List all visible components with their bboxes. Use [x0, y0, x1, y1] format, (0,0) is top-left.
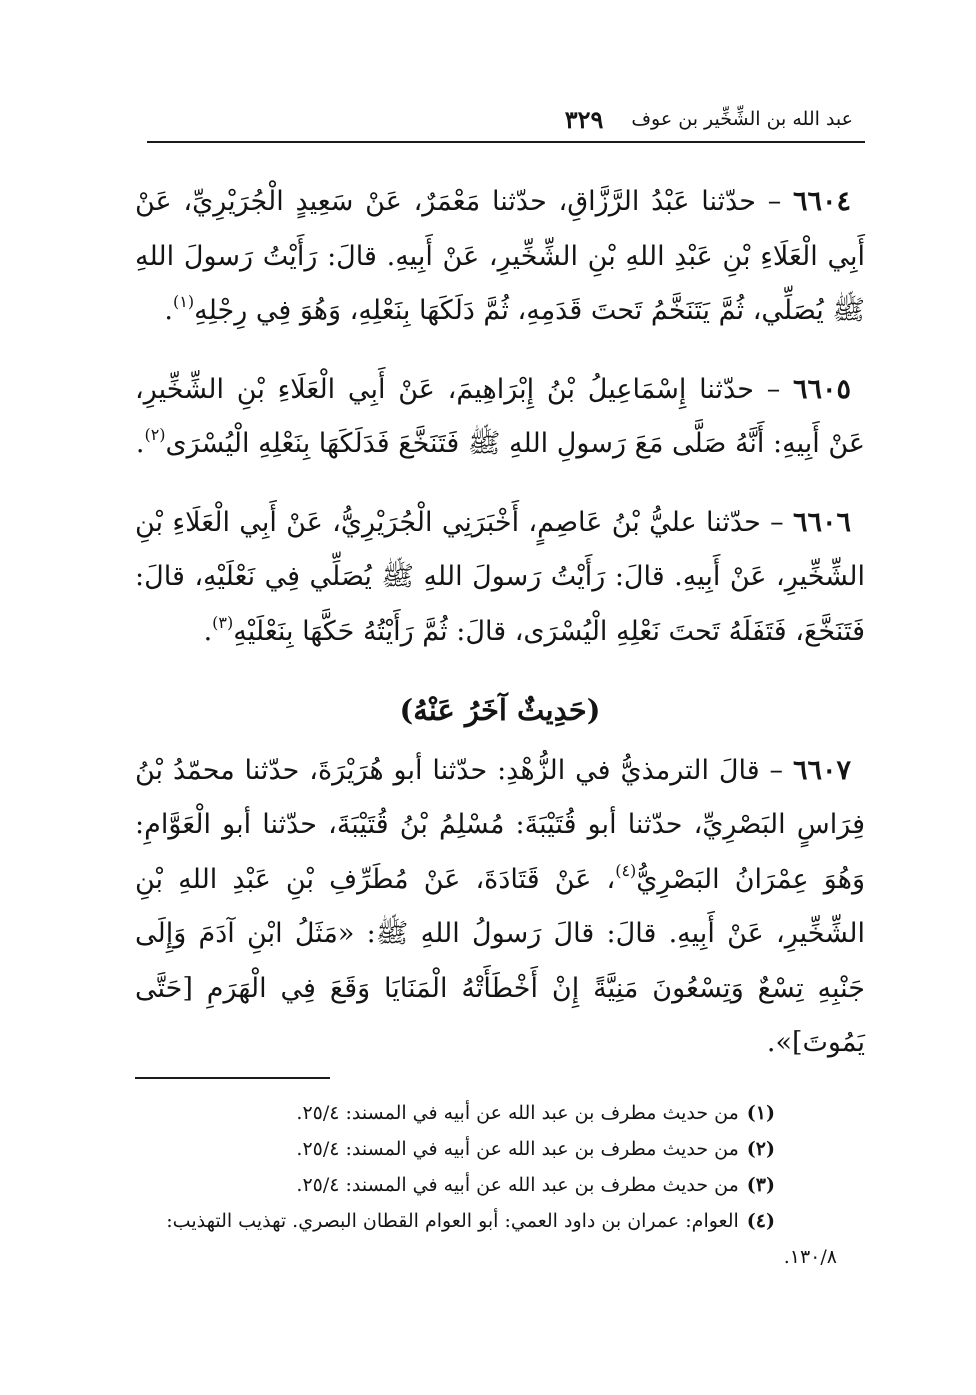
hadith-text: – قالَ الترمذيُّ في الزُّهْدِ: حدّثنا أبو هُرَيْرَةَ، حدّثنا محمّدُ بْنُ فِرَاسٍ البَصْرِيِّ، حدّثنا أبو قُتَيْبَةَ: مُسْلِمُ بْنُ قُتَيْبَةَ، حدّثنا أبو الْعَوَّامِ: وَهُوَ عِمْرَانُ البَصْرِيُّ [135, 754, 865, 895]
hadith-number: ٦٦٠٥ [792, 373, 851, 405]
footnote-number: (٣) [746, 1174, 775, 1196]
hadith-entry [135, 744, 865, 1071]
footnote [135, 1095, 865, 1131]
footnote-text: من حديث مطرف بن عبد الله عن أبيه في المسند: ٢٥/٤. [296, 1138, 739, 1160]
sentence-end: . [203, 615, 213, 647]
book-page [135, 85, 865, 1305]
footnote-reference[interactable]: (٣) [212, 612, 234, 632]
footnote [135, 1167, 865, 1203]
footnote-text: من حديث مطرف بن عبد الله عن أبيه في المسند: ٢٥/٤. [296, 1174, 739, 1196]
footnote-rule [135, 1077, 330, 1079]
footnote-number: (٢) [746, 1138, 775, 1160]
footnote-reference[interactable]: (٤) [615, 860, 637, 880]
footnote [135, 1203, 865, 1239]
sentence-end: . [135, 428, 145, 459]
hadith-number: ٦٦٠٧ [792, 754, 851, 786]
hadith-text: – حدّثنا عليُّ بْنُ عَاصِمٍ، أَخْبَرَنِي الْجُرَيْرِيُّ، عَنْ أَبِي الْعَلَاءِ بْنِ الشِّخِّيرِ، عَنْ أَبِيهِ. قالَ: رَأَيْتُ رَسولَ اللهِ ﷺ يُصَلِّي فِي نَعْلَيْهِ، قالَ: فَتَنَخَّعَ، فَتَفَلَهُ تَحتَ نَعْلِهِ الْيُسْرَى، قالَ: ثُمَّ رَأَيْتُهُ حَكَّهَا بِنَعْلَيْهِ [135, 506, 865, 647]
sentence-end: . [164, 295, 173, 326]
running-head [135, 99, 853, 139]
footnote-text: من حديث مطرف بن عبد الله عن أبيه في المسند: ٢٥/٤. [296, 1102, 739, 1124]
hadith-entry [135, 496, 865, 660]
section-heading: (حَدِيثٌ آخَرُ عَنْهُ) [399, 693, 601, 727]
hadith-number: ٦٦٠٦ [792, 506, 851, 538]
footnote-number: (١) [746, 1102, 775, 1124]
hadith-entry [135, 363, 865, 472]
header-rule [147, 141, 865, 143]
main-text [135, 175, 865, 1095]
page-number: ٣٢٩ [564, 104, 604, 134]
hadith-text: – حدّثنا إِسْمَاعِيلُ بْنُ إِبْرَاهِيمَ، عَنْ أَبِي الْعَلَاءِ بْنِ الشِّخِّيرِ، عَنْ أَبِيهِ: أَنَّهُ صَلَّى مَعَ رَسولِ اللهِ ﷺ فَتَنَخَّعَ فَدَلَكَهَا بِنَعْلِهِ الْيُسْرَى [135, 373, 865, 459]
footnote [135, 1131, 865, 1167]
footnote-continuation: ١٣٠/٨. [783, 1246, 837, 1268]
hadith-text-continued: ، عَنْ قَتَادَةَ، عَنْ مُطَرِّفِ بْنِ عَبْدِ اللهِ بْنِ الشِّخِّيرِ، عَنْ أَبِيهِ. قالَ: قالَ رَسولُ اللهِ ﷺ: «مَثَلُ ابْنِ آدَمَ وَإِلَى جَنْبِهِ تِسْعٌ وَتِسْعُونَ مَنِيَّةً إِنْ أَخْطَأَتْهُ الْمَنَايَا وَقَعَ فِي الْهَرَمِ [حَتَّى يَمُوتَ]». [135, 863, 865, 1058]
footnote-reference[interactable]: (١) [173, 292, 195, 311]
footnote-number: (٤) [746, 1210, 775, 1232]
hadith-entry [135, 175, 865, 339]
running-title: عبد الله بن الشِّخِّير بن عوف [631, 108, 853, 130]
footnotes [135, 1095, 865, 1275]
footnote-reference[interactable]: (٢) [144, 425, 166, 444]
footnote-text: العوام: عمران بن داود العمي: أبو العوام القطان البصري. تهذيب التهذيب: [166, 1210, 739, 1232]
hadith-text: – حدّثنا عَبْدُ الرَّزَّاقِ، حدّثنا مَعْمَرٌ، عَنْ سَعِيدٍ الْجُرَيْرِيِّ، عَنْ أَبِي الْعَلَاءِ بْنِ عَبْدِ اللهِ بْنِ الشِّخِّيرِ، عَنْ أَبِيهِ. قالَ: رَأَيْتُ رَسولَ اللهِ ﷺ يُصَلِّي، ثُمَّ يَتَنَخَّمُ تَحتَ قَدَمِهِ، ثُمَّ دَلَكَهَا بِنَعْلِهِ، وَهُوَ فِي رِجْلِهِ [135, 186, 865, 326]
hadith-number: ٦٦٠٤ [792, 186, 851, 217]
